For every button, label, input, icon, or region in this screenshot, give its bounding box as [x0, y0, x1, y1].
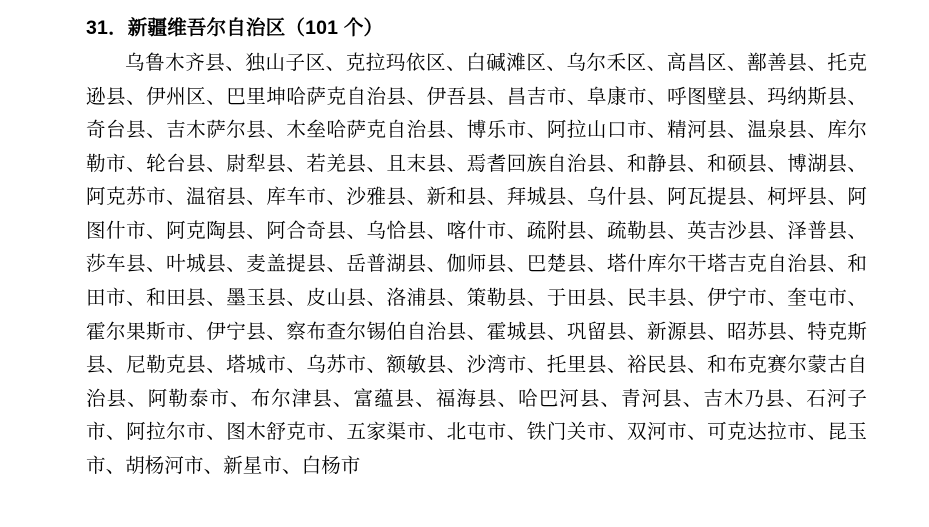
region-list-paragraph: 乌鲁木齐县、独山子区、克拉玛依区、白碱滩区、乌尔禾区、高昌区、鄯善县、托克逊县、伊州区、巴里坤哈萨克自治县、伊吾县、昌吉市、阜康市、呼图壁县、玛纳斯县、奇台县、吉木萨尔县、木垒哈萨克自治县、博乐市、阿拉山口市、精河县、温泉县、库尔勒市、轮台县、尉犁县、若羌县、且末县、焉耆回族自治县、和静县、和硕县、博湖县、阿克苏市、温宿县、库车市、沙雅县、新和县、拜城县、乌什县、阿瓦提县、柯坪县、阿图什市、阿克陶县、阿合奇县、乌恰县、喀什市、疏附县、疏勒县、英吉沙县、泽普县、莎车县、叶城县、麦盖提县、岳普湖县、伽师县、巴楚县、塔什库尔干塔吉克自治县、和田市、和田县、墨玉县、皮山县、洛浦县、策勒县、于田县、民丰县、伊宁市、奎屯市、霍尔果斯市、伊宁县、察布查尔锡伯自治县、霍城县、巩留县、新源县、昭苏县、特克斯县、尼勒克县、塔城市、乌苏市、额敏县、沙湾市、托里县、裕民县、和布克赛尔蒙古自治县、阿勒泰市、布尔津县、富蕴县、福海县、哈巴河县、青河县、吉木乃县、石河子市、阿拉尔市、图木舒克市、五家渠市、北屯市、铁门关市、双河市、可克达拉市、昆玉市、胡杨河市、新星市、白杨市: [86, 52, 867, 477]
page-title: 31．新疆维吾尔自治区（101 个）: [86, 17, 384, 39]
